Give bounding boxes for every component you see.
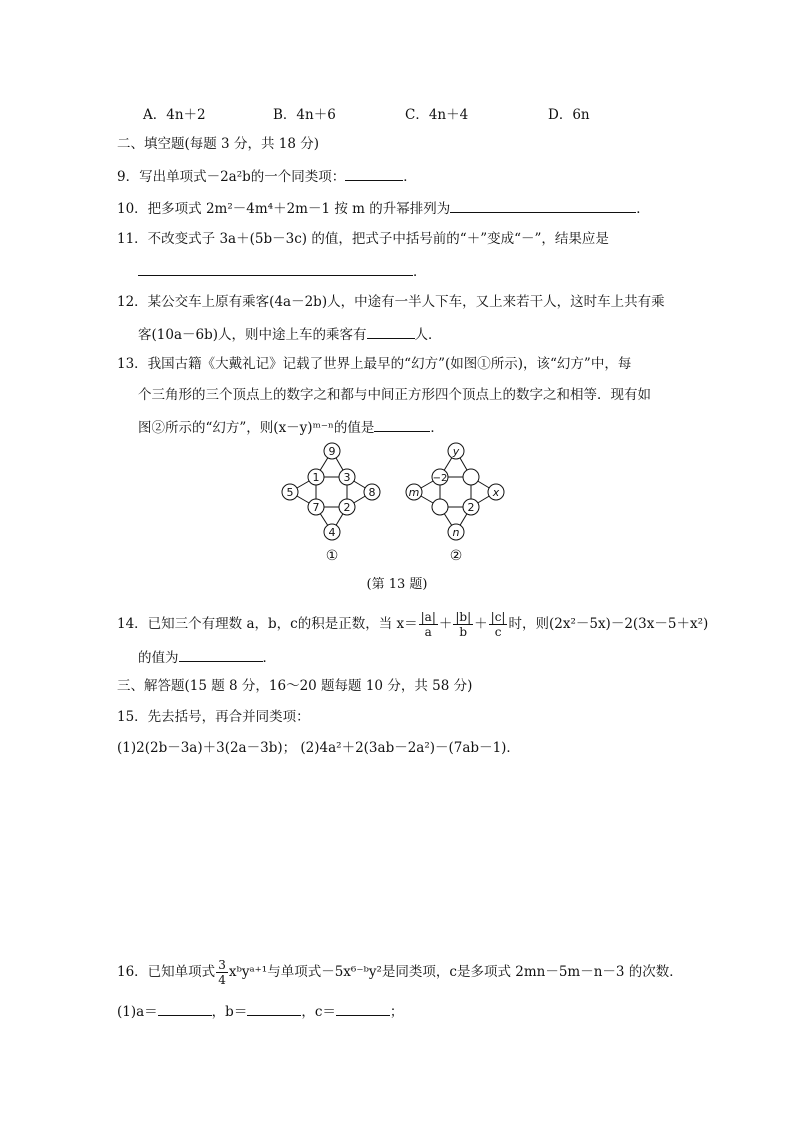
q14-prefix: 14．已知三个有理数 a，b，c的积是正数，当 x＝ — [117, 616, 418, 632]
q14-suffix: 时，则(2x²－5x)－2(3x－5＋x²) — [508, 616, 709, 632]
q16-end: ； — [389, 1004, 404, 1020]
q14-line2-text: 的值为 — [138, 650, 179, 666]
option-a: A．4n＋2 — [143, 107, 206, 123]
fig1-label-bl: 7 — [312, 501, 320, 514]
q16-frac-den: 4 — [218, 973, 226, 987]
q14-frac-c-den: c — [494, 625, 502, 639]
question-12-line2 — [138, 324, 442, 344]
q14-frac-a-num: |a| — [420, 610, 436, 624]
q16-frac — [216, 958, 228, 987]
question-13-line2: 个三角形的三个顶点上的数字之和都与中间正方形四个顶点上的数字之和相等．现有如 — [138, 387, 651, 403]
question-12-line1: 12．某公交车上原有乘客(4a－2b)人，中途有一半人下车，又上来若干人，这时车上共有乘 — [117, 294, 665, 310]
q10-end: ． — [636, 201, 650, 217]
q14-frac-b-den: b — [459, 625, 468, 639]
magic-square-figures — [270, 436, 530, 586]
question-9 — [117, 166, 417, 186]
fig2-label-bottom: n — [452, 526, 460, 539]
q9-text: 9．写出单项式－2a²b的一个同类项： — [117, 169, 346, 185]
q9-answer-blank[interactable] — [345, 166, 403, 181]
q16-c-label: ，c＝ — [301, 1004, 336, 1020]
q13-text: 图②所示的“幻方”，则(x－y)ᵐ⁻ⁿ的值是 — [138, 420, 375, 436]
q14-frac-c — [489, 610, 508, 639]
q14-end: ． — [262, 650, 276, 666]
fig1-label-tr: 3 — [343, 471, 351, 484]
option-b: B．4n＋6 — [273, 107, 336, 123]
q11-answer-blank[interactable] — [138, 261, 413, 276]
q16-a-blank[interactable] — [158, 1001, 212, 1016]
question-13-line3 — [138, 417, 444, 437]
fig2-label-left: m — [408, 486, 420, 499]
q12-end: 人． — [414, 327, 442, 343]
q10-text: 10．把多项式 2m²－4m⁴＋2m－1 按 m 的升幂排列为 — [117, 201, 451, 217]
question-11-answer-line — [138, 261, 427, 281]
q14-answer-blank[interactable] — [179, 647, 263, 662]
fig2-label-top: y — [452, 445, 460, 458]
question-11: 11．不改变式子 3a＋(5b－3c) 的值，把式子中括号前的“＋”变成“－”，结果应是 — [117, 231, 609, 247]
q16-a-label: (1)a＝ — [117, 1004, 158, 1020]
q14-frac-c-num: |c| — [490, 610, 506, 624]
q16-c-blank[interactable] — [336, 1001, 390, 1016]
fig2-label-right: x — [492, 486, 500, 499]
section-solve-heading: 三、解答题(15 题 8 分，16～20 题每题 10 分，共 58 分) — [117, 678, 473, 694]
q16-prefix: 16．已知单项式 — [117, 964, 216, 980]
q14-frac-b-num: |b| — [455, 610, 472, 624]
q12-text: 客(10a－6b)人，则中途上车的乘客有 — [138, 327, 367, 343]
fig2-label-tl: −2 — [432, 473, 448, 484]
q9-end: ． — [403, 169, 417, 185]
fig1-label-tl: 1 — [312, 471, 320, 484]
option-d: D．6n — [548, 107, 590, 123]
question-10 — [117, 198, 650, 218]
q14-frac-b — [453, 610, 473, 639]
question-15: 15．先去括号，再合并同类项： — [117, 709, 310, 725]
q16-suffix: xᵇyᵃ⁺¹与单项式－5x⁶⁻ᵇy²是同类项，c是多项式 2mn－5m－n－3 的次数． — [228, 964, 683, 980]
question-14-line1: 14．已知三个有理数 a，b，c的积是正数，当 x＝ $\frac{|a|}{a}$ ＋ $\frac{|b|}{b}$ ＋ $\frac{|c|}{c}$ 时，则(2x²－5x)－2(3x－5＋x²) — [117, 610, 709, 639]
q12-answer-blank[interactable] — [367, 324, 415, 339]
option-c: C．4n＋4 — [405, 107, 469, 123]
question-16-part1 — [117, 1001, 403, 1021]
fig2-caption: ② — [449, 548, 463, 564]
question-13-line1: 13．我国古籍《大戴礼记》记载了世界上最早的“幻方”(如图①所示)，该“幻方”中，每 — [117, 356, 632, 372]
fig1-label-top: 9 — [328, 445, 336, 458]
magic-square-svg — [270, 436, 530, 586]
fig1-label-right: 8 — [368, 486, 376, 499]
q13-end: ． — [430, 420, 444, 436]
q14-frac-a-den: a — [424, 625, 432, 639]
fig2-node-tr — [463, 469, 479, 485]
q16-b-label: ，b＝ — [211, 1004, 248, 1020]
q10-answer-blank[interactable] — [450, 198, 636, 213]
question-15-parts: (1)2(2b－3a)＋3(2a－3b)； (2)4a²＋2(3ab－2a²)－(7ab－1)． — [117, 740, 520, 756]
figure-caption: (第 13 题) — [366, 577, 428, 592]
q11-end: ． — [413, 264, 427, 280]
question-16 — [117, 956, 683, 988]
fig1-label-left: 5 — [286, 486, 294, 499]
fig1-label-br: 2 — [343, 501, 351, 514]
q16-b-blank[interactable] — [247, 1001, 301, 1016]
question-14-line2 — [138, 647, 276, 667]
fig1-label-bottom: 4 — [328, 526, 336, 539]
fig2-label-br: 2 — [467, 501, 475, 514]
fig2-node-bl — [432, 499, 448, 515]
q14-frac-a — [419, 610, 438, 639]
q16-frac-num: 3 — [218, 958, 226, 972]
fig1-caption: ① — [325, 548, 339, 564]
q13-answer-blank[interactable] — [374, 417, 430, 432]
section-fill-in-heading: 二、填空题(每题 3 分，共 18 分) — [117, 136, 319, 152]
